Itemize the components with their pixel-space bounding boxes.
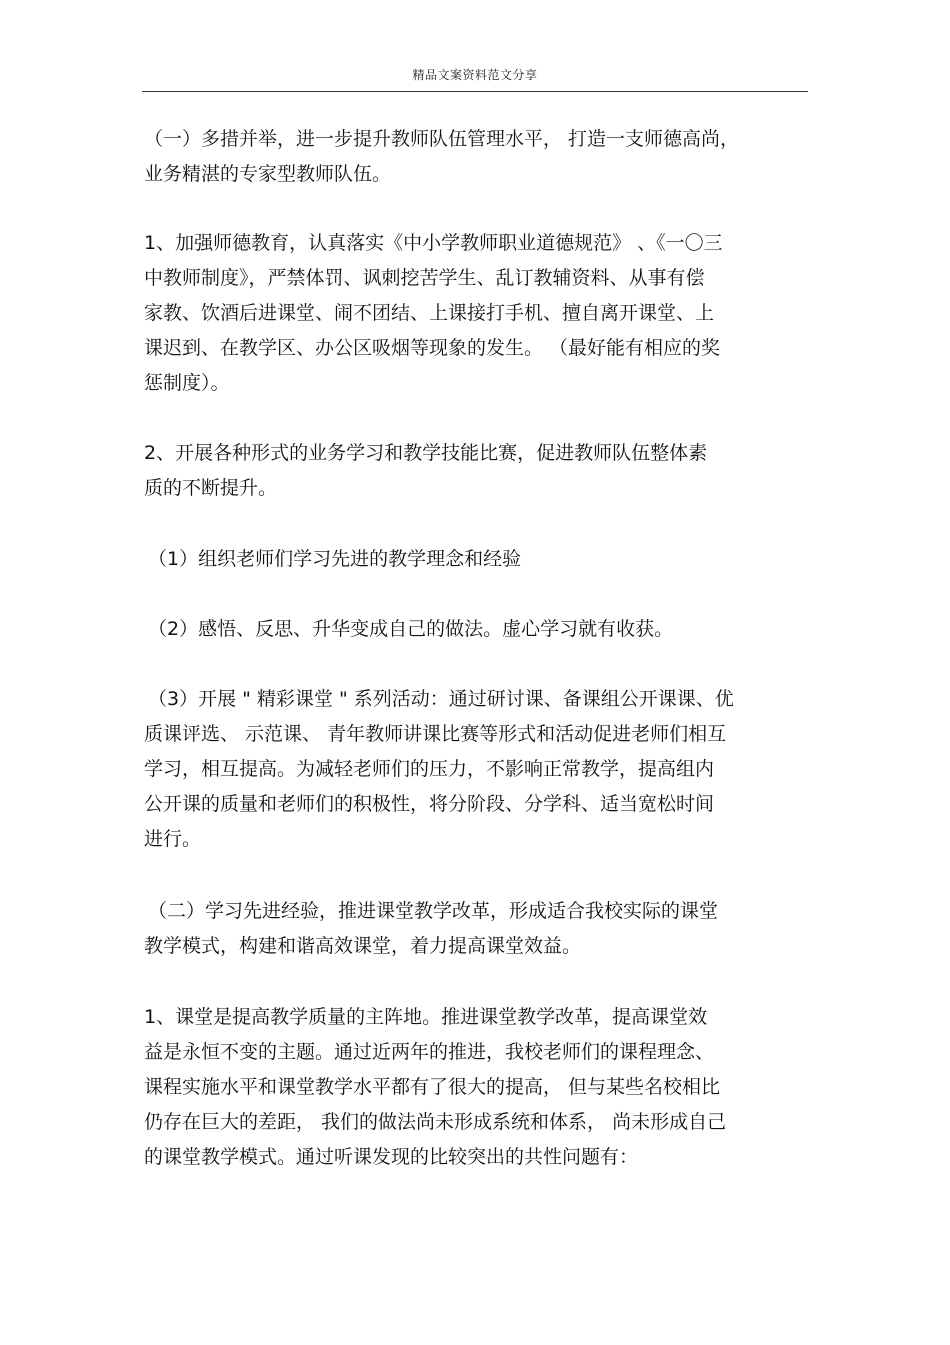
text-line: （1）组织老师们学习先进的教学理念和经验 (148, 548, 522, 570)
text-line: 质的不断提升。 (144, 477, 278, 499)
paragraph-section-two-heading (144, 894, 718, 964)
paragraph-section-two-item-1 (144, 1000, 726, 1175)
paragraph-subitem-3 (144, 682, 734, 857)
text-line: 家教、饮酒后进课堂、闹不团结、上课接打手机、擅自离开课堂、上 (144, 302, 715, 324)
page-header-title: 精品文案资料范文分享 (412, 68, 538, 82)
text-line: （二）学习先进经验，推进课堂教学改革，形成适合我校实际的课堂 (148, 900, 719, 922)
text-line: 2、开展各种形式的业务学习和教学技能比赛，促进教师队伍整体素 (144, 442, 708, 464)
text-line: 益是永恒不变的主题。通过近两年的推进，我校老师们的课程理念、 (144, 1041, 715, 1063)
text-line: 进行。 (144, 828, 202, 850)
paragraph-item-2 (144, 436, 707, 506)
paragraph-subitem-1 (144, 542, 521, 577)
text-line: 1、加强师德教育，认真落实《中小学教师职业道德规范》 、《一〇三 (144, 232, 723, 254)
text-line: （一）多措并举，进一步提升教师队伍管理水平， 打造一支师德高尚， (144, 128, 740, 150)
paragraph-subitem-2 (144, 612, 673, 647)
paragraph-item-1 (144, 226, 723, 401)
text-line: 课迟到、在教学区、办公区吸烟等现象的发生。 （最好能有相应的奖 (144, 337, 721, 359)
text-line: 惩制度）。 (144, 372, 230, 394)
paragraph-section-one-heading (144, 122, 739, 192)
text-line: 业务精湛的专家型教师队伍。 (144, 163, 392, 185)
text-line: 1、课堂是提高教学质量的主阵地。推进课堂教学改革，提高课堂效 (144, 1006, 708, 1028)
text-line: 质课评选、 示范课、 青年教师讲课比赛等形式和活动促进老师们相互 (144, 723, 727, 745)
text-line: 课程实施水平和课堂教学水平都有了很大的提高， 但与某些名校相比 (144, 1076, 721, 1098)
text-line: 仍存在巨大的差距， 我们的做法尚未形成系统和体系， 尚未形成自己 (144, 1111, 727, 1133)
text-line: 中教师制度》，严禁体罚、讽刺挖苦学生、乱订教辅资料、从事有偿 (144, 267, 705, 289)
text-line: （3）开展 " 精彩课堂 " 系列活动：通过研讨课、备课组公开课课、优 (148, 688, 734, 710)
text-line: 教学模式，构建和谐高效课堂，着力提高课堂效益。 (144, 935, 582, 957)
text-line: （2）感悟、反思、升华变成自己的做法。虚心学习就有收获。 (148, 618, 674, 640)
text-line: 学习，相互提高。为减轻老师们的压力，不影响正常教学，提高组内 (144, 758, 715, 780)
header-divider (142, 91, 808, 92)
text-line: 的课堂教学模式。通过听课发现的比较突出的共性问题有： (144, 1146, 639, 1168)
text-line: 公开课的质量和老师们的积极性，将分阶段、分学科、适当宽松时间 (144, 793, 715, 815)
